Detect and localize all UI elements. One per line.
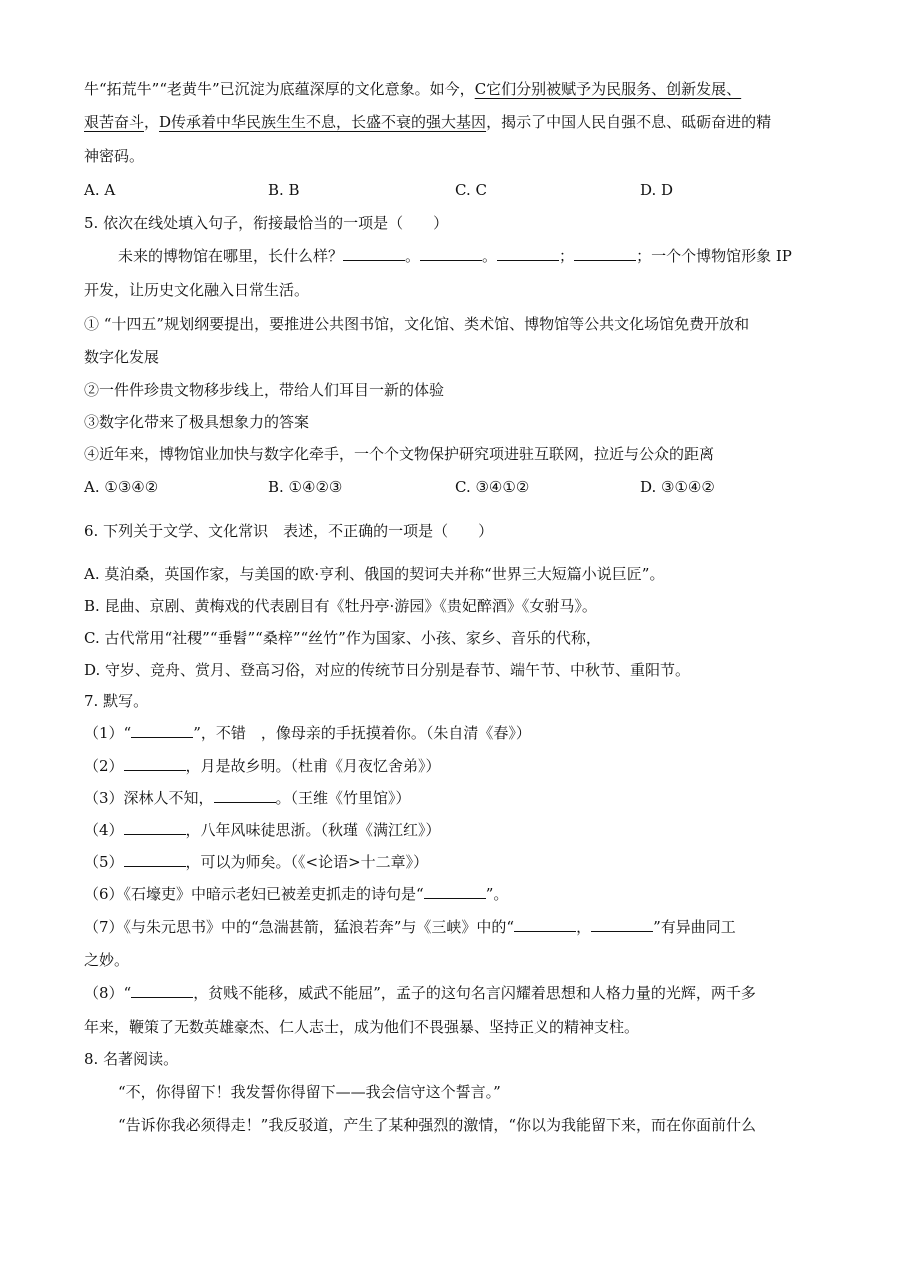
q8-passage-line-1: “不，你得留下！我发誓你得留下——我会信守这个誓言。” bbox=[118, 1083, 501, 1101]
q5-passage-line-1 bbox=[118, 246, 792, 266]
q7-item-1 bbox=[84, 723, 531, 743]
q7-item-5 bbox=[84, 852, 428, 872]
q4-line-1 bbox=[84, 79, 741, 99]
q7-text: （2） bbox=[84, 757, 124, 775]
q5-item-1: ① “十四五”规划纲要提出，要推进公共图书馆，文化馆、类术馆、博物馆等公共文化场馆免费开放和 bbox=[84, 315, 750, 333]
q7-text: 。（王维《竹里馆》） bbox=[275, 789, 411, 807]
q4-underlined-c-end: 艰苦奋斗 bbox=[84, 113, 145, 131]
q5-option-d: D. ③①④② bbox=[640, 478, 715, 496]
q7-text: （1）“ bbox=[84, 724, 132, 742]
q7-text: （3）深林人不知， bbox=[84, 789, 214, 807]
fill-blank[interactable] bbox=[124, 852, 186, 867]
q5-item-4: ④近年来，博物馆业加快与数字化牵手，一个个文物保护研究项进驻互联网，拉近与公众的距离 bbox=[84, 445, 715, 463]
fill-blank[interactable] bbox=[591, 917, 653, 932]
q5-item-1-cont: 数字化发展 bbox=[84, 348, 160, 366]
q4-option-a: A. A bbox=[84, 181, 116, 199]
fill-blank[interactable] bbox=[124, 756, 186, 771]
q7-text: ，贫贱不能移，威武不能屈”，孟子的这句名言闪耀着思想和人格力量的光辉，两千多 bbox=[193, 984, 756, 1002]
fill-blank[interactable] bbox=[497, 246, 559, 261]
q7-item-3 bbox=[84, 788, 411, 808]
fill-blank[interactable] bbox=[214, 788, 276, 803]
q4-text: ， bbox=[144, 113, 160, 131]
q6-option-a: A. 莫泊桑，英国作家，与美国的欧·亨利、俄国的契诃夫并称“世界三大短篇小说巨匠”。 bbox=[84, 565, 665, 583]
q5-option-b: B. ①④②③ bbox=[268, 478, 343, 496]
q6-option-d: D. 守岁、竞舟、赏月、登高习俗，对应的传统节日分别是春节、端午节、中秋节、重阳节。 bbox=[84, 661, 691, 679]
q5-passage-text: 。 bbox=[482, 247, 498, 265]
q4-option-d: D. D bbox=[640, 181, 674, 199]
q5-passage-line-2: 开发，让历史文化融入日常生活。 bbox=[84, 281, 310, 299]
q6-option-c: C. 古代常用“社稷”“垂髫”“桑梓”“丝竹”作为国家、小孩、家乡、音乐的代称， bbox=[84, 629, 601, 647]
q7-text: ，月是故乡明。（杜甫《月夜忆舍弟》） bbox=[185, 757, 441, 775]
q4-text: 牛“拓荒牛”“老黄牛”已沉淀为底蕴深厚的文化意象。如今， bbox=[84, 80, 475, 98]
q7-item-4 bbox=[84, 820, 441, 840]
q7-text: ”有异曲同工 bbox=[653, 918, 736, 936]
q5-option-c: C. ③④①② bbox=[455, 478, 530, 496]
q4-text: ，揭示了中国人民自强不息、砥砺奋进的精 bbox=[486, 113, 772, 131]
q5-passage-text: 。 bbox=[405, 247, 421, 265]
q4-line-3: 神密码。 bbox=[84, 147, 145, 165]
q7-text: （5） bbox=[84, 853, 124, 871]
q7-item-7 bbox=[84, 917, 736, 937]
q4-underlined-c: C它们分别被赋予为民服务、创新发展、 bbox=[474, 80, 742, 98]
q7-text: ，可以为师矣。（《<论语>十二章》） bbox=[185, 853, 429, 871]
q7-item-8-cont: 年来，鞭策了无数英雄豪杰、仁人志士，成为他们不畏强暴、坚持正义的精神支柱。 bbox=[84, 1018, 640, 1036]
q7-item-8 bbox=[84, 983, 756, 1003]
q8-passage-line-2: “告诉你我必须得走！”我反驳道，产生了某种强烈的激情，“你以为我能留下来，而在你面前什么 bbox=[118, 1116, 757, 1134]
q4-option-b: B. B bbox=[268, 181, 300, 199]
q7-text: ，八年风味徒思浙。（秋瑾《满江红》） bbox=[185, 821, 441, 839]
q7-text: ”，不错 ，像母亲的手抚摸着你。（朱自清《春》） bbox=[193, 724, 531, 742]
q5-passage-text: ；一个个博物馆形象 IP bbox=[636, 247, 792, 265]
fill-blank[interactable] bbox=[131, 723, 193, 738]
q7-text: （7）《与朱元思书》中的“急湍甚箭，猛浪若奔”与《三峡》中的“ bbox=[84, 918, 515, 936]
fill-blank[interactable] bbox=[420, 246, 482, 261]
q4-option-c: C. C bbox=[455, 181, 487, 199]
q5-stem: 5. 依次在线处填入句子，衔接最恰当的一项是（ ） bbox=[84, 214, 449, 232]
q7-item-7-cont: 之妙。 bbox=[84, 951, 130, 969]
q7-text: ”。 bbox=[485, 885, 509, 903]
q7-text: （6）《石壕吏》中暗示老妇已被差吏抓走的诗句是“ bbox=[84, 885, 424, 903]
fill-blank[interactable] bbox=[124, 820, 186, 835]
q4-line-2 bbox=[84, 112, 771, 132]
q7-text: （4） bbox=[84, 821, 124, 839]
q7-stem: 7. 默写。 bbox=[84, 692, 149, 710]
q5-passage-text: ； bbox=[559, 247, 575, 265]
q8-stem: 8. 名著阅读。 bbox=[84, 1050, 179, 1068]
q7-item-6 bbox=[84, 884, 508, 904]
q5-item-2: ②一件件珍贵文物移步线上，带给人们耳目一新的体验 bbox=[84, 381, 445, 399]
q6-stem: 6. 下列关于文学、文化常识 表述，不正确的一项是（ ） bbox=[84, 522, 494, 540]
q6-option-b: B. 昆曲、京剧、黄梅戏的代表剧目有《牡丹亭·游园》《贵妃醉酒》《女驸马》。 bbox=[84, 597, 597, 615]
q7-text: ， bbox=[576, 918, 592, 936]
q5-item-3: ③数字化带来了极具想象力的答案 bbox=[84, 413, 310, 431]
q4-underlined-d: D传承着中华民族生生不息，长盛不衰的强大基因 bbox=[159, 113, 487, 131]
q5-passage-text: 未来的博物馆在哪里，长什么样？ bbox=[118, 247, 344, 265]
fill-blank[interactable] bbox=[574, 246, 636, 261]
fill-blank[interactable] bbox=[424, 884, 486, 899]
fill-blank[interactable] bbox=[343, 246, 405, 261]
q7-text: （8）“ bbox=[84, 984, 132, 1002]
fill-blank[interactable] bbox=[131, 983, 193, 998]
fill-blank[interactable] bbox=[514, 917, 576, 932]
q5-option-a: A. ①③④② bbox=[84, 478, 159, 496]
q7-item-2 bbox=[84, 756, 441, 776]
